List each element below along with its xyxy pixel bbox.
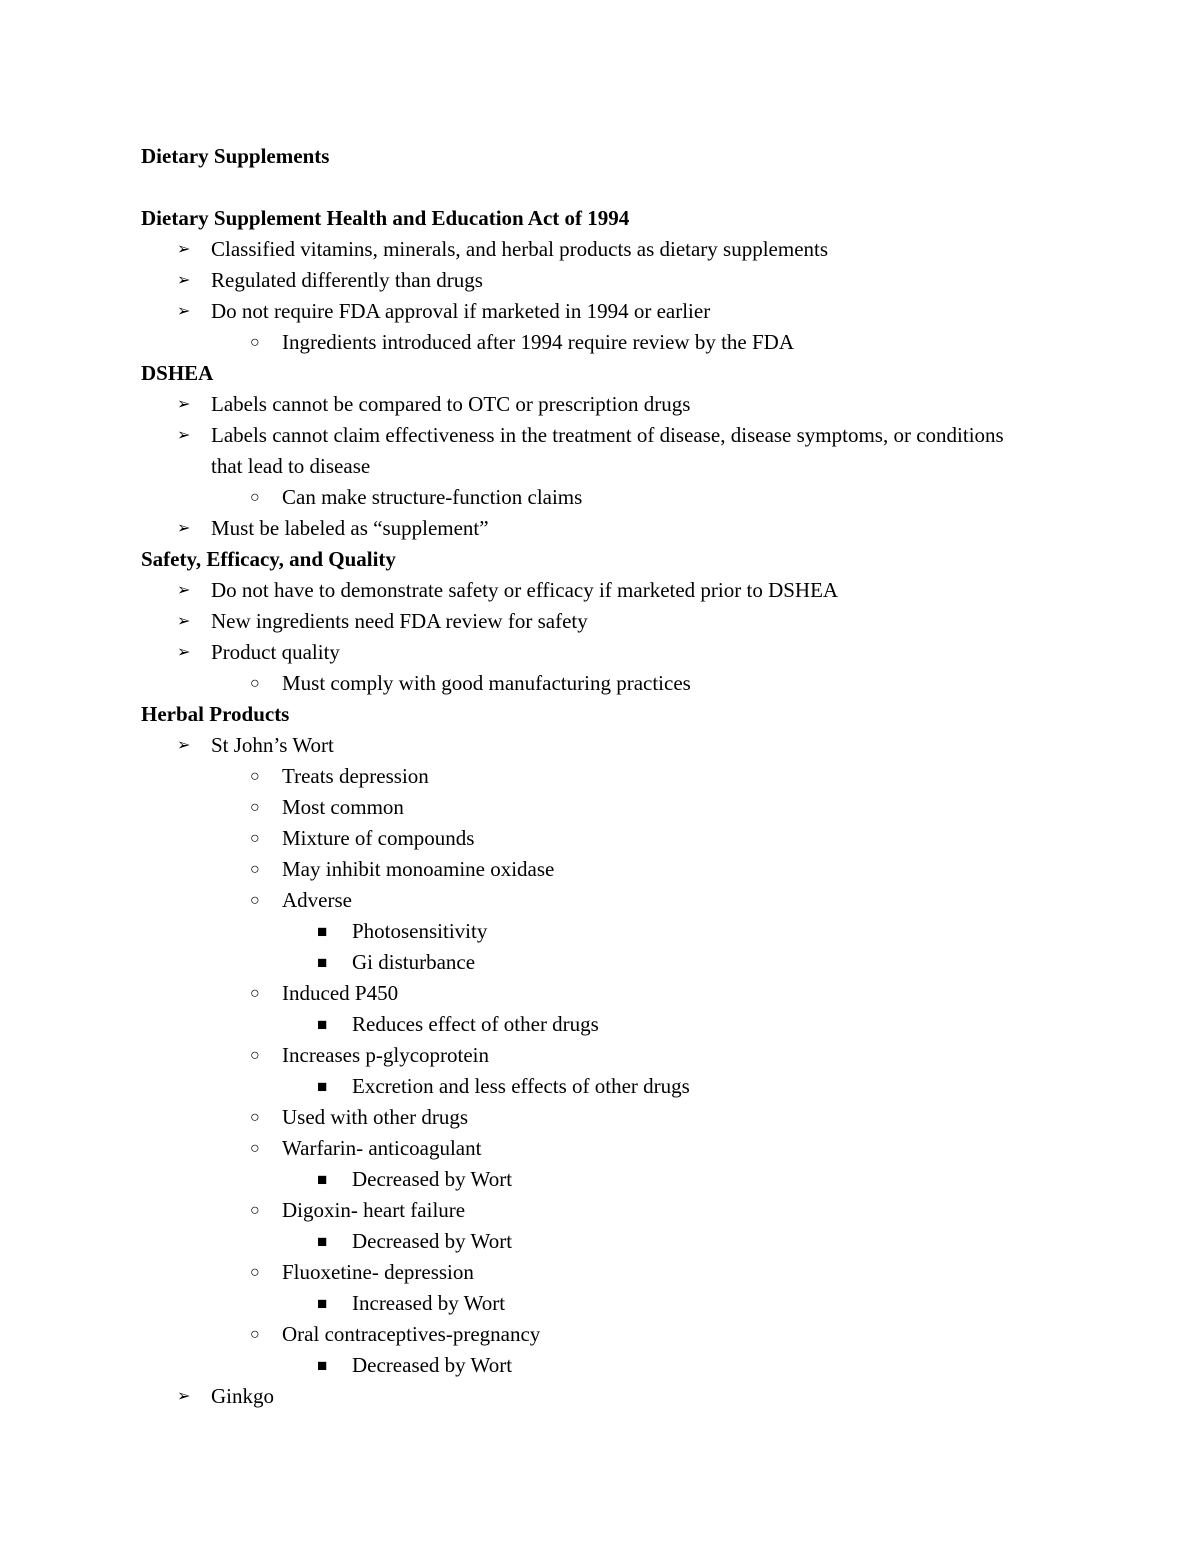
sub-sub-list-item: ■ Decreased by Wort [141, 1226, 1061, 1257]
list-item: ➢ Classified vitamins, minerals, and herbal products as dietary supplements [141, 234, 1061, 265]
sub-list-item: ○ Used with other drugs [141, 1102, 1061, 1133]
sub-list-item: ○ Fluoxetine- depression [141, 1257, 1061, 1288]
sub-sub-list-item: ■ Reduces effect of other drugs [141, 1009, 1061, 1040]
sub-sub-list-item: ■ Gi disturbance [141, 947, 1061, 978]
list-item: ➢ Labels cannot claim effectiveness in the treatment of disease, disease symptoms, or conditions that lead to disease [141, 420, 1061, 482]
arrow-bullet-icon: ➢ [177, 737, 191, 754]
sub-list-item: ○ Ingredients introduced after 1994 require review by the FDA [141, 327, 1061, 358]
section-heading-safety: Safety, Efficacy, and Quality [141, 547, 396, 571]
circle-bullet-icon: ○ [250, 861, 260, 878]
square-bullet-icon: ■ [317, 1015, 328, 1034]
blank-line [141, 172, 1061, 203]
arrow-bullet-icon: ➢ [177, 396, 191, 413]
arrow-bullet-icon: ➢ [177, 1388, 191, 1405]
list-item: ➢ New ingredients need FDA review for safety [141, 606, 1061, 637]
list-item: ➢ St John’s Wort [141, 730, 1061, 761]
list-item: ➢ Must be labeled as “supplement” [141, 513, 1061, 544]
arrow-bullet-icon: ➢ [177, 427, 191, 444]
square-bullet-icon: ■ [317, 1170, 328, 1189]
arrow-bullet-icon: ➢ [177, 272, 191, 289]
list-item: ➢ Do not have to demonstrate safety or efficacy if marketed prior to DSHEA [141, 575, 1061, 606]
list-item: ➢ Labels cannot be compared to OTC or prescription drugs [141, 389, 1061, 420]
arrow-bullet-icon: ➢ [177, 520, 191, 537]
document-body [141, 141, 1061, 1412]
circle-bullet-icon: ○ [250, 1202, 260, 1219]
square-bullet-icon: ■ [317, 953, 328, 972]
list-item: ➢ Regulated differently than drugs [141, 265, 1061, 296]
sub-list-item: ○ Oral contraceptives-pregnancy [141, 1319, 1061, 1350]
square-bullet-icon: ■ [317, 1356, 328, 1375]
circle-bullet-icon: ○ [250, 830, 260, 847]
sub-sub-list-item: ■ Decreased by Wort [141, 1164, 1061, 1195]
circle-bullet-icon: ○ [250, 985, 260, 1002]
section-heading-dshea: DSHEA [141, 361, 214, 385]
arrow-bullet-icon: ➢ [177, 303, 191, 320]
sub-sub-list-item: ■ Photosensitivity [141, 916, 1061, 947]
arrow-bullet-icon: ➢ [177, 582, 191, 599]
sub-list-item: ○ Induced P450 [141, 978, 1061, 1009]
list-item: ➢ Ginkgo [141, 1381, 1061, 1412]
circle-bullet-icon: ○ [250, 675, 260, 692]
circle-bullet-icon: ○ [250, 799, 260, 816]
square-bullet-icon: ■ [317, 1294, 328, 1313]
sub-list-item: ○ Warfarin- anticoagulant [141, 1133, 1061, 1164]
circle-bullet-icon: ○ [250, 1326, 260, 1343]
arrow-bullet-icon: ➢ [177, 644, 191, 661]
sub-list-item: ○ Can make structure-function claims [141, 482, 1061, 513]
circle-bullet-icon: ○ [250, 1140, 260, 1157]
sub-list-item: ○ Treats depression [141, 761, 1061, 792]
sub-list-item: ○ Adverse [141, 885, 1061, 916]
circle-bullet-icon: ○ [250, 489, 260, 506]
sub-list-item: ○ Mixture of compounds [141, 823, 1061, 854]
square-bullet-icon: ■ [317, 1077, 328, 1096]
sub-list-item: ○ Must comply with good manufacturing practices [141, 668, 1061, 699]
sub-list-item: ○ Increases p-glycoprotein [141, 1040, 1061, 1071]
circle-bullet-icon: ○ [250, 1109, 260, 1126]
square-bullet-icon: ■ [317, 922, 328, 941]
circle-bullet-icon: ○ [250, 768, 260, 785]
circle-bullet-icon: ○ [250, 1264, 260, 1281]
sub-list-item: ○ May inhibit monoamine oxidase [141, 854, 1061, 885]
list-item: ➢ Do not require FDA approval if marketed in 1994 or earlier [141, 296, 1061, 327]
sub-sub-list-item: ■ Excretion and less effects of other drugs [141, 1071, 1061, 1102]
document-title: Dietary Supplements [141, 144, 330, 168]
list-item: ➢ Product quality [141, 637, 1061, 668]
circle-bullet-icon: ○ [250, 334, 260, 351]
sub-sub-list-item: ■ Increased by Wort [141, 1288, 1061, 1319]
square-bullet-icon: ■ [317, 1232, 328, 1251]
sub-list-item: ○ Most common [141, 792, 1061, 823]
section-heading-dshea-act: Dietary Supplement Health and Education Act of 1994 [141, 206, 630, 230]
sub-sub-list-item: ■ Decreased by Wort [141, 1350, 1061, 1381]
circle-bullet-icon: ○ [250, 1047, 260, 1064]
circle-bullet-icon: ○ [250, 892, 260, 909]
section-heading-herbal: Herbal Products [141, 702, 290, 726]
arrow-bullet-icon: ➢ [177, 241, 191, 258]
arrow-bullet-icon: ➢ [177, 613, 191, 630]
sub-list-item: ○ Digoxin- heart failure [141, 1195, 1061, 1226]
